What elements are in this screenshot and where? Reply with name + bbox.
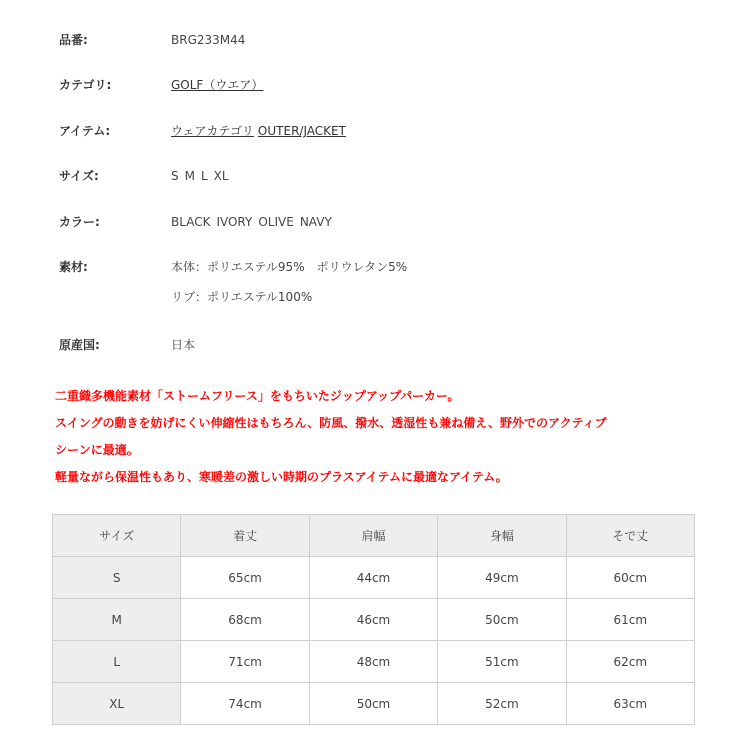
size-chart-table <box>52 514 695 725</box>
spec-label: カテゴリ: <box>59 78 112 92</box>
measure-cell: 49cm <box>438 557 566 599</box>
header-length: 着丈 <box>181 515 309 557</box>
size-option: L <box>200 169 208 183</box>
item-link-outer-jacket[interactable]: OUTER/JACKET <box>257 124 346 138</box>
spec-value: BRG233M44 <box>171 33 246 47</box>
header-shoulder: 肩幅 <box>309 515 437 557</box>
spec-label: カラー: <box>59 215 100 229</box>
header-chest: 身幅 <box>438 515 566 557</box>
spec-label: サイズ: <box>59 169 99 183</box>
size-cell: M <box>53 599 181 641</box>
header-sleeve: そで丈 <box>566 515 694 557</box>
measure-cell: 50cm <box>438 599 566 641</box>
spec-value <box>171 77 263 93</box>
measure-cell: 46cm <box>309 599 437 641</box>
measure-cell: 61cm <box>566 599 694 641</box>
size-cell: XL <box>53 683 181 725</box>
measure-cell: 65cm <box>181 557 309 599</box>
spec-label: 原産国: <box>59 338 100 352</box>
color-option: OLIVE <box>258 215 294 229</box>
table-row <box>53 599 695 641</box>
measure-cell: 50cm <box>309 683 437 725</box>
table-row <box>53 641 695 683</box>
measure-cell: 71cm <box>181 641 309 683</box>
color-option: NAVY <box>299 215 332 229</box>
size-option: XL <box>213 169 229 183</box>
description-line: スイングの動きを妨げにくい伸縮性はもちろん、防風、撥水、透湿性も兼ね備え、野外でのアクティブ <box>55 416 607 430</box>
item-link-wear-category[interactable]: ウェアカテゴリ <box>171 124 254 138</box>
spec-value <box>171 123 346 139</box>
measure-cell: 44cm <box>309 557 437 599</box>
table-header-row <box>53 515 695 557</box>
measure-cell: 74cm <box>181 683 309 725</box>
spec-value <box>171 168 235 184</box>
measure-cell: 62cm <box>566 641 694 683</box>
size-cell: S <box>53 557 181 599</box>
measure-cell: 68cm <box>181 599 309 641</box>
color-option: BLACK <box>171 215 211 229</box>
size-option: S <box>171 169 179 183</box>
measure-cell: 51cm <box>438 641 566 683</box>
spec-label: 素材: <box>59 260 88 274</box>
spec-label: 品番: <box>59 33 88 47</box>
measure-cell: 52cm <box>438 683 566 725</box>
table-row <box>53 557 695 599</box>
category-link-golf-wear[interactable]: GOLF（ウエア） <box>171 78 264 92</box>
color-option: IVORY <box>216 215 253 229</box>
table-row <box>53 683 695 725</box>
description-line: 軽量ながら保温性もあり、寒暖差の激しい時期のプラスアイテムに最適なアイテム。 <box>55 470 508 484</box>
measure-cell: 60cm <box>566 557 694 599</box>
spec-value <box>171 259 408 304</box>
spec-value <box>171 214 338 230</box>
description-line: 二重織多機能素材「ストームフリース」をもちいたジップアップパーカー。 <box>55 389 460 403</box>
header-size: サイズ <box>53 515 181 557</box>
product-description <box>55 383 705 491</box>
measure-cell: 63cm <box>566 683 694 725</box>
spec-label: アイテム: <box>59 124 111 138</box>
size-option: M <box>184 169 195 183</box>
spec-value: 日本 <box>171 338 196 352</box>
size-cell: L <box>53 641 181 683</box>
material-line-body: 本体：ポリエステル95% ポリウレタン5% <box>171 260 408 274</box>
measure-cell: 48cm <box>309 641 437 683</box>
material-line-rib: リブ：ポリエステル100% <box>171 290 313 304</box>
description-line: シーンに最適。 <box>55 443 139 457</box>
